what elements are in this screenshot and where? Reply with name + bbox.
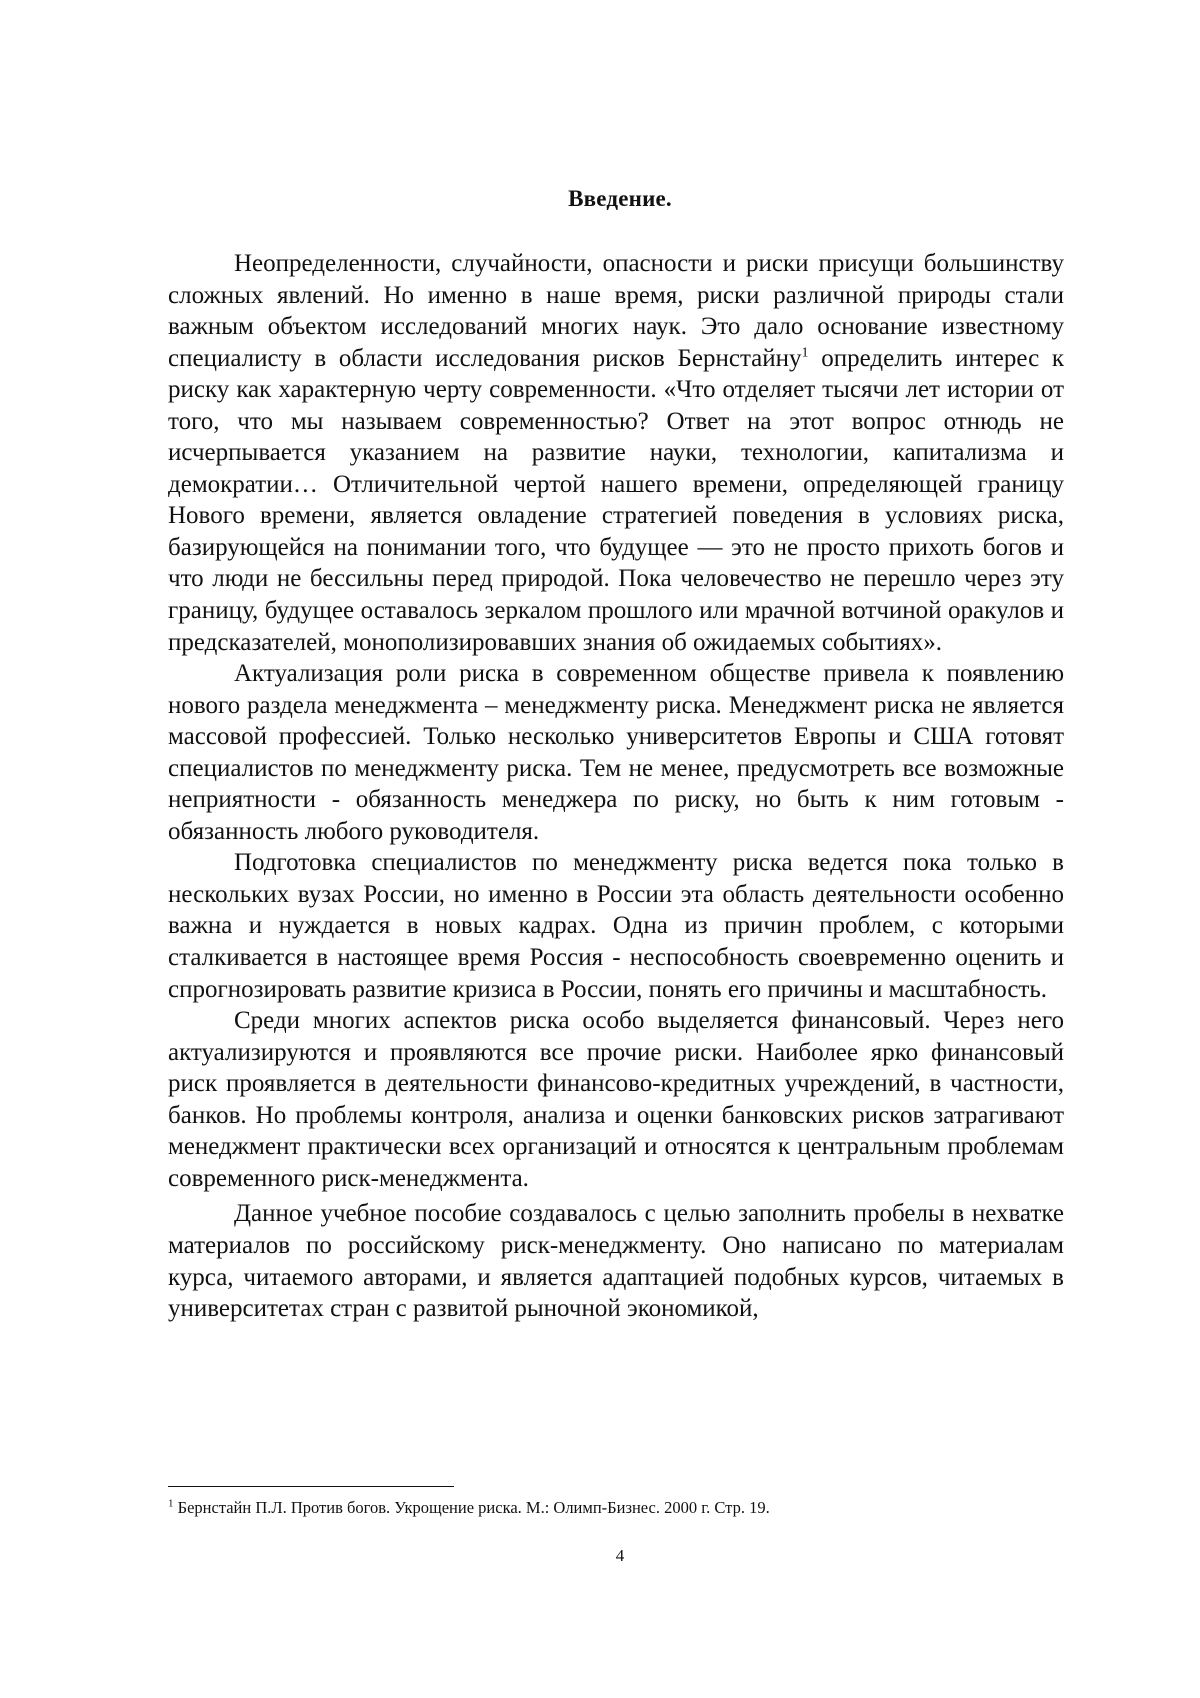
paragraph-5: Данное учебное пособие создавалось с целью заполнить пробелы в нехватке материалов по российскому риск-менеджменту. Оно написано по материалам курса, читаемого авторами, и является адаптацией подобных курсов, читаемых в университетах стран с развитой рыночной экономикой,	[168, 1200, 1064, 1323]
section-heading: Введение.	[568, 186, 672, 211]
footnote-marker: 1	[168, 1497, 174, 1510]
footnote-text: Бернстайн П.Л. Против богов. Укрощение риска. М.: Олимп-Бизнес. 2000 г. Стр. 19.	[173, 1498, 770, 1517]
footnote-reference: 1	[801, 345, 809, 361]
paragraph-1-text-a: Неопределенности, случайности, опасности и риски присущи большинству сложных явлений. Но именно в наше время, риски различной природы стали важным объектом исследований многих наук. Это дало основание известному специалисту в области исследования рисков Бернстайну	[168, 250, 1064, 372]
footnote	[168, 1498, 1064, 1518]
footnote-separator	[168, 1486, 454, 1487]
paragraph-3: Подготовка специалистов по менеджменту риска ведется пока только в нескольких вузах России, но именно в России эта область деятельности особенно важна и нуждается в новых кадрах. Одна из причин проблем, с которыми сталкивается в настоящее время Россия - неспособность своевременно оценить и спрогнозировать развитие кризиса в России, понять его причины и масштабность.	[168, 849, 1064, 1003]
paragraph-1-text-b: определить интерес к риску как характерную черту современности. «Что отделяет тысячи лет истории от того, что мы называем современностью? Ответ на этот вопрос отнюдь не исчерпывается указанием на развитие науки, технологии, капитализма и демократии… Отличительной чертой нашего времени, определяющей границу Нового времени, является овладение стратегией поведения в условиях риска, базирующейся на понимании того, что будущее — это не просто прихоть богов и что люди не бессильны перед природой. Пока человечество не перешло через эту границу, будущее оставалось зеркалом прошлого или мрачной вотчиной оракулов и предсказателей, монополизировавших знания об ожидаемых событиях».	[168, 344, 1064, 656]
paragraph-2: Актуализация роли риска в современном обществе привела к появлению нового раздела менеджмента – менеджменту риска. Менеджмент риска не является массовой профессией. Только несколько университетов Европы и США готовят специалистов по менеджменту риска. Тем не менее, предусмотреть все возможные неприятности - обязанность менеджера по риску, но быть к ним готовым - обязанность любого руководителя.	[168, 660, 1064, 845]
page-number: 4	[615, 1546, 625, 1565]
paragraph-4: Среди многих аспектов риска особо выделяется финансовый. Через него актуализируются и проявляются все прочие риски. Наиболее ярко финансовый риск проявляется в деятельности финансово-кредитных учреждений, в частности, банков. Но проблемы контроля, анализа и оценки банковских рисков затрагивают менеджмент практически всех организаций и относятся к центральным проблемам современного риск-менеджмента.	[168, 1007, 1064, 1192]
paragraph-1	[168, 248, 1064, 658]
body-text	[168, 248, 1064, 1325]
